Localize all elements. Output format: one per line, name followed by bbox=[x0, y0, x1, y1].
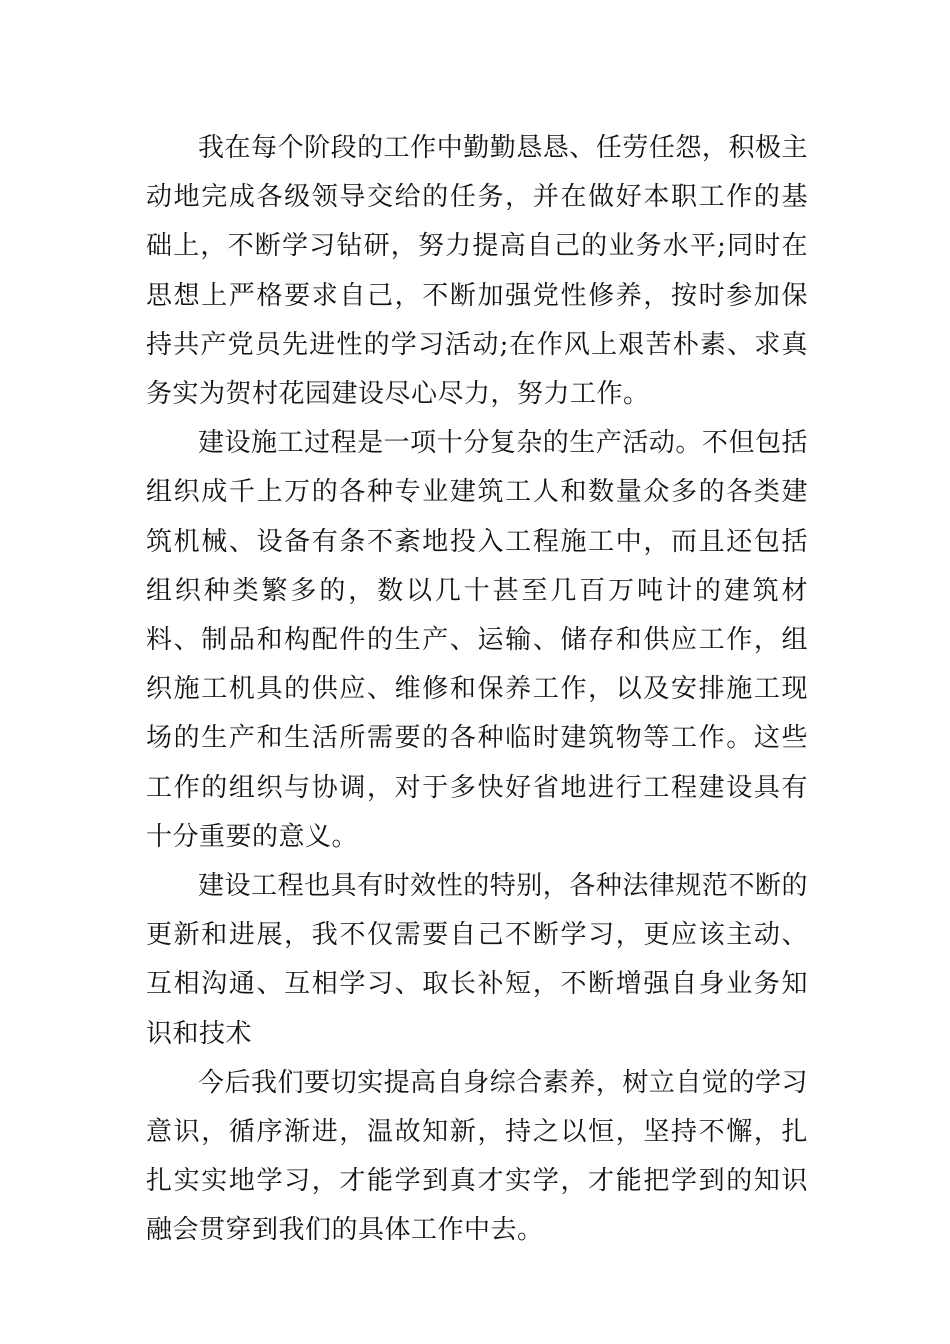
document-body bbox=[146, 124, 808, 1256]
paragraph-work-attitude: 我在每个阶段的工作中勤勤恳恳、任劳任怨，积极主动地完成各级领导交给的任务，并在做好本职工作的基础上，不断学习钻研，努力提高自己的业务水平;同时在思想上严格要求自己，不断加强党性修养，按时参加保持共产党员先进性的学习活动;在作风上艰苦朴素、求真务实为贺村花园建设尽心尽力，努力工作。 bbox=[146, 133, 808, 410]
paragraph-future-learning: 今后我们要切实提高自身综合素养，树立自觉的学习意识，循序渐进，温故知新，持之以恒，坚持不懈，扎扎实实地学习，才能学到真才实学，才能把学到的知识融会贯穿到我们的具体工作中去。 bbox=[146, 1067, 808, 1246]
paragraph-timeliness: 建设工程也具有时效性的特别，各种法律规范不断的更新和进展，我不仅需要自己不断学习，更应该主动、互相沟通、互相学习、取长补短，不断增强自身业务知识和技术 bbox=[146, 871, 808, 1049]
paragraph-construction-process: 建设施工过程是一项十分复杂的生产活动。不但包括组织成千上万的各种专业建筑工人和数量众多的各类建筑机械、设备有条不紊地投入工程施工中，而且还包括组织种类繁多的，数以几十甚至几百万吨计的建筑材料、制品和构配件的生产、运输、储存和供应工作，组织施工机具的供应、维修和保养工作，以及安排施工现场的生产和生活所需要的各种临时建筑物等工作。这些工作的组织与协调，对于多快好省地进行工程建设具有十分重要的意义。 bbox=[146, 428, 808, 852]
